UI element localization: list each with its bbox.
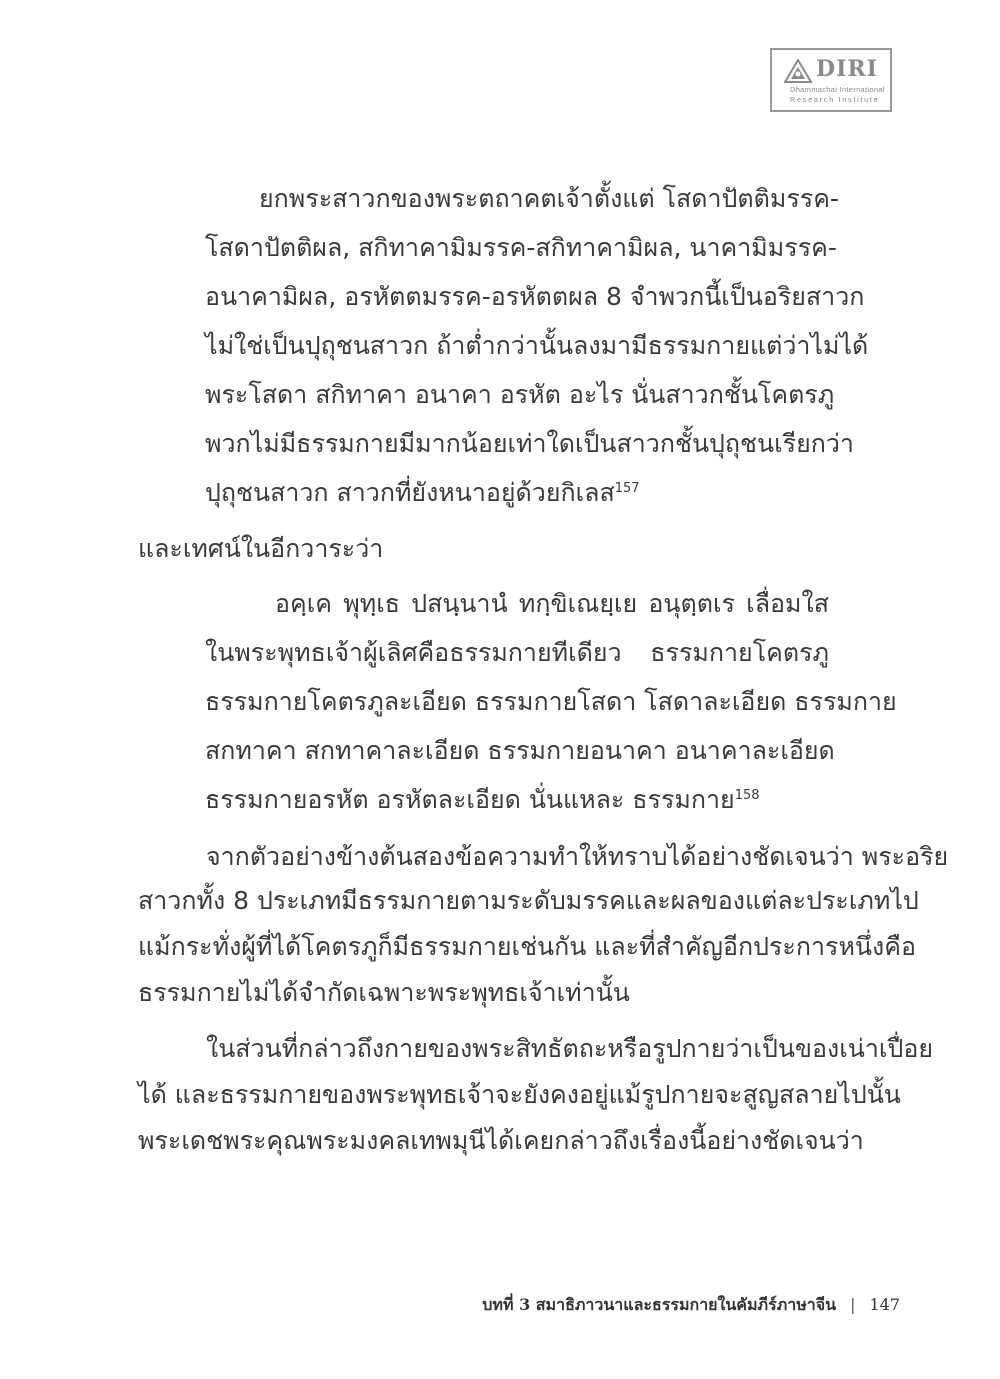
quote1-line-3: อนาคามิผล, อรหัตตมรรค-อรหัตตผล 8 จำพวกนี้เป็นอริยสาวก <box>205 282 865 311</box>
logo-subtitle-line1: Dhammachai International <box>790 85 885 94</box>
logo-name: DIRI <box>816 56 878 82</box>
para1-line-1: จากตัวอย่างข้างต้นสองข้อความทำให้ทราบได้อย่างชัดเจนว่า พระอริย <box>206 842 949 871</box>
quote2-line-1: อคฺเค พุทฺเธ ปสนฺนานํ ทกฺขิเณยฺเย อนุตฺตเร เลื่อมใส <box>275 589 829 618</box>
footnote-157: 157 <box>614 481 640 496</box>
quote2-line-4: สกทาคา สกทาคาละเอียด ธรรมกายอนาคา อนาคาละเอียด <box>205 736 835 765</box>
quote1-line-4: ไม่ใช่เป็นปุถุชนสาวก ถ้าต่ำกว่านั้นลงมามีธรรมกายแต่ว่าไม่ได้ <box>205 331 869 360</box>
page-footer <box>482 1293 900 1318</box>
quote2-last-text: ธรรมกายอรหัต อรหัตละเอียด นั่นแหละ ธรรมกาย <box>205 785 735 814</box>
quote2-line-2: ในพระพุทธเจ้าผู้เลิศคือธรรมกายทีเดียว ธรรมกายโคตรภู <box>205 638 829 667</box>
para1-line-4: ธรรมกายไม่ได้จำกัดเฉพาะพระพุทธเจ้าเท่านั้น <box>138 978 630 1007</box>
logo-subtitle-line2: Research Institute <box>790 95 880 104</box>
quote1-line-1: ยกพระสาวกของพระตถาคตเจ้าตั้งแต่ โสดาปัตติมรรค- <box>259 184 839 213</box>
quote1-last-text: ปุถุชนสาวก สาวกที่ยังหนาอยู่ด้วยกิเลส <box>205 478 615 507</box>
footnote-158: 158 <box>734 788 760 803</box>
chapter-title: บทที่ 3 สมาธิภาวนาและธรรมกายในคัมภีร์ภาษาจีน <box>482 1295 837 1314</box>
triangle-logo-icon <box>784 59 812 83</box>
diri-logo <box>770 48 892 112</box>
para2-line-1: ในส่วนที่กล่าวถึงกายของพระสิทธัตถะหรือรูปกายว่าเป็นของเน่าเปื่อย <box>206 1034 933 1063</box>
quote1-line-7 <box>205 476 829 510</box>
quote1-line-2: โสดาปัตติผล, สกิทาคามิมรรค-สกิทาคามิผล, นาคามิมรรค- <box>205 233 837 262</box>
footer-separator: | <box>850 1295 856 1314</box>
quote1-line-5: พระโสดา สกิทาคา อนาคา อรหัต อะไร นั่นสาวกชั้นโคตรภู <box>205 380 835 409</box>
para2-line-2: ได้ และธรรมกายของพระพุทธเจ้าจะยังคงอยู่แม้รูปกายจะสูญสลายไปนั้น <box>138 1080 901 1109</box>
page-number: 147 <box>869 1295 900 1314</box>
para1-line-3: แม้กระทั่งผู้ที่ได้โคตรภูก็มีธรรมกายเช่นกัน และที่สำคัญอีกประการหนึ่งคือ <box>138 932 916 961</box>
intro-text: และเทศน์ในอีกวาระว่า <box>138 534 384 563</box>
para2-line-3: พระเดชพระคุณพระมงคลเทพมุนีได้เคยกล่าวถึงเรื่องนี้อย่างชัดเจนว่า <box>138 1126 864 1155</box>
quote2-line-5 <box>205 783 829 817</box>
para1-line-2: สาวกทั้ง 8 ประเภทมีธรรมกายตามระดับมรรคและผลของแต่ละประเภทไป <box>138 886 919 915</box>
quote2-line-3: ธรรมกายโคตรภูละเอียด ธรรมกายโสดา โสดาละเอียด ธรรมกาย <box>205 687 897 716</box>
quote1-line-6: พวกไม่มีธรรมกายมีมากน้อยเท่าใดเป็นสาวกชั้นปุถุชนเรียกว่า <box>205 429 854 458</box>
